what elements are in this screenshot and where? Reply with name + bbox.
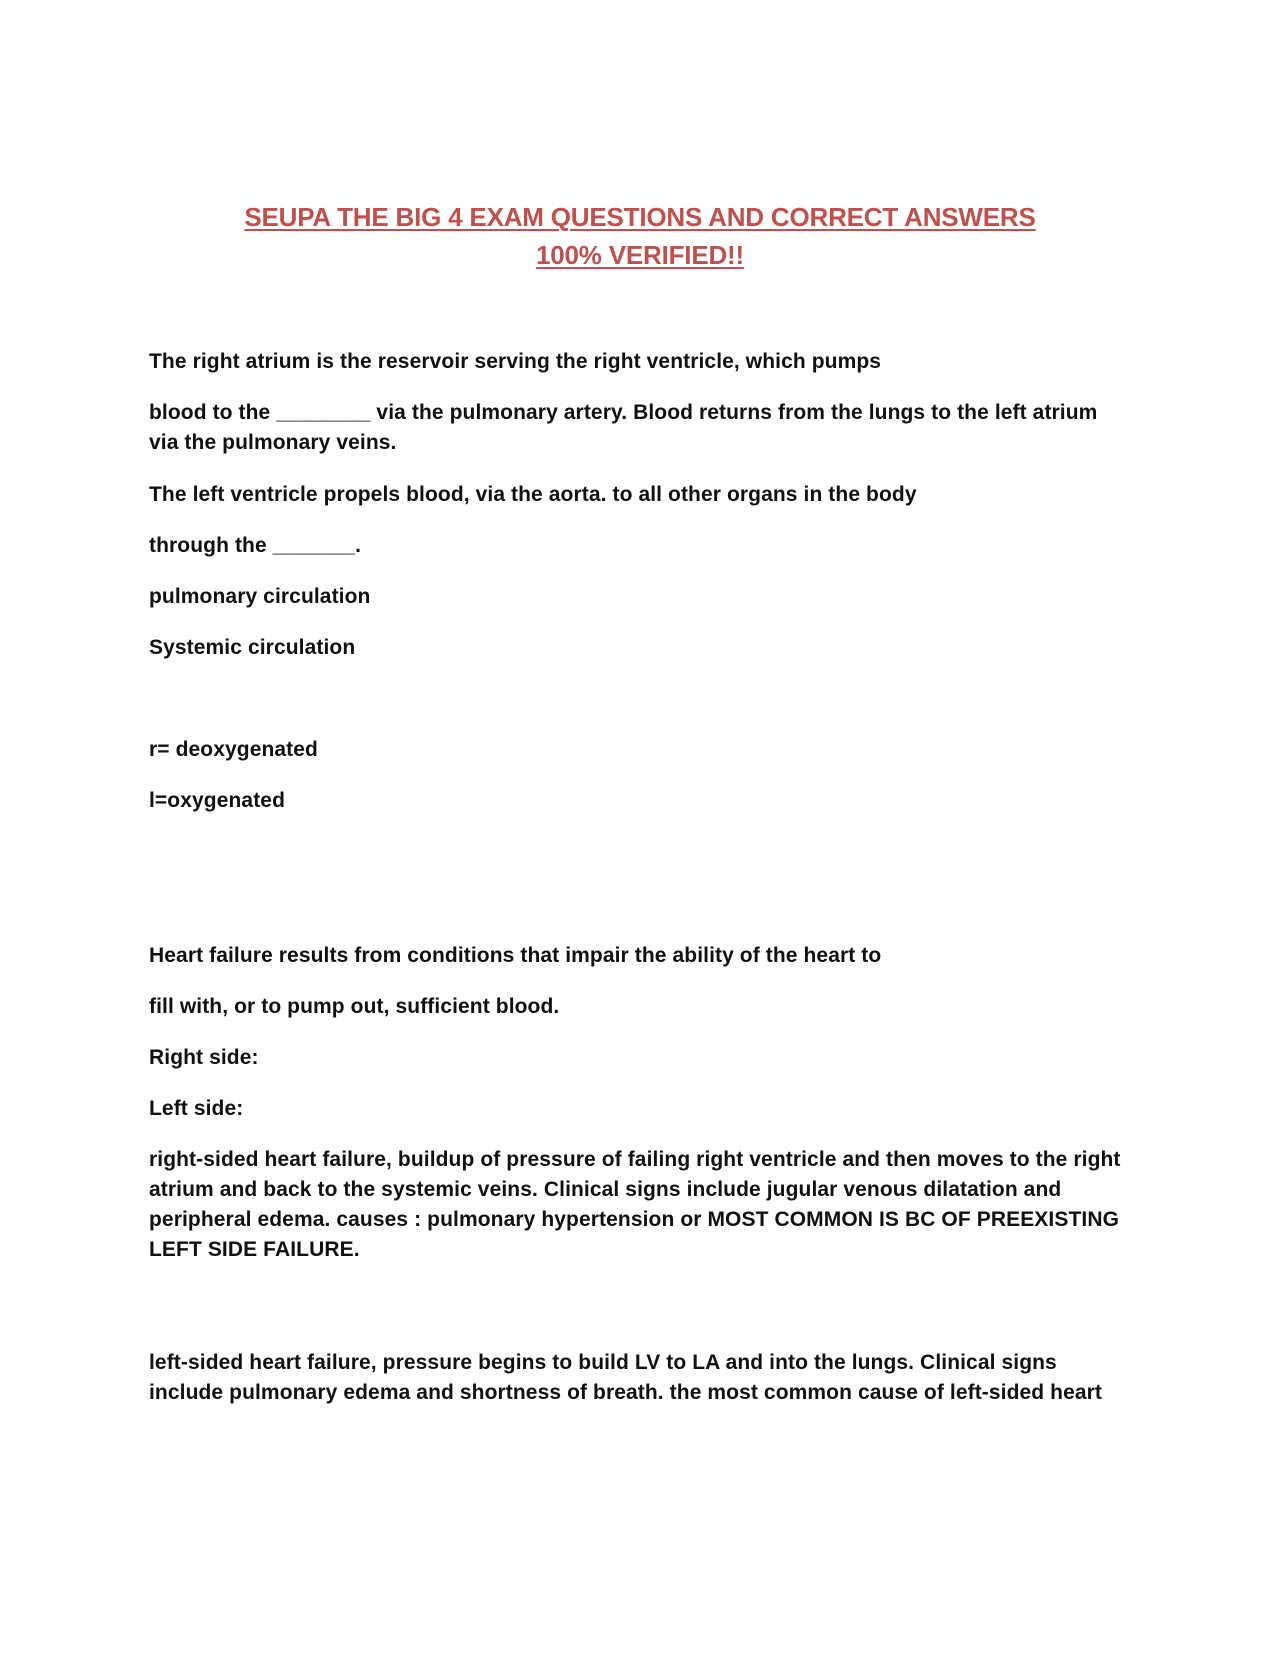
paragraph-through-the: through the _______. <box>149 534 362 557</box>
note-left-oxygenated: l=oxygenated <box>149 789 285 812</box>
paragraph-fill-with: fill with, or to pump out, sufficient blood. <box>149 995 560 1018</box>
label-left-side: Left side: <box>149 1097 244 1120</box>
paragraph-left-sided-failure: left-sided heart failure, pressure begins to build LV to LA and into the lungs. Clinical signs include pulmonary edema and shortness of breath. the most common cause of left-sided heart <box>149 1351 1103 1404</box>
label-right-side: Right side: <box>149 1046 259 1069</box>
paragraph-right-atrium: The right atrium is the reservoir serving the right ventricle, which pumps <box>149 350 882 373</box>
paragraph-heart-failure: Heart failure results from conditions that impair the ability of the heart to <box>149 944 882 967</box>
title-line-1: SEUPA THE BIG 4 EXAM QUESTIONS AND CORRECT ANSWERS <box>244 202 1036 232</box>
paragraph-blood-to-the: blood to the ________ via the pulmonary artery. Blood returns from the lungs to the left atrium via the pulmonary veins. <box>149 401 1098 454</box>
answer-pulmonary-circulation: pulmonary circulation <box>149 585 371 608</box>
paragraph-left-ventricle: The left ventricle propels blood, via the aorta. to all other organs in the body <box>149 483 917 506</box>
answer-systemic-circulation: Systemic circulation <box>149 636 356 659</box>
title-line-2: 100% VERIFIED!! <box>536 240 744 270</box>
note-right-deoxygenated: r= deoxygenated <box>149 738 318 761</box>
paragraph-right-sided-failure: right-sided heart failure, buildup of pressure of failing right ventricle and then moves to the right atrium and back to the systemic veins. Clinical signs include jugular venous dilatation and peripheral edema. causes : pulmonary hypertension or MOST COMMON IS BC OF PREEXISTING LEFT SIDE FAILURE. <box>149 1148 1121 1261</box>
